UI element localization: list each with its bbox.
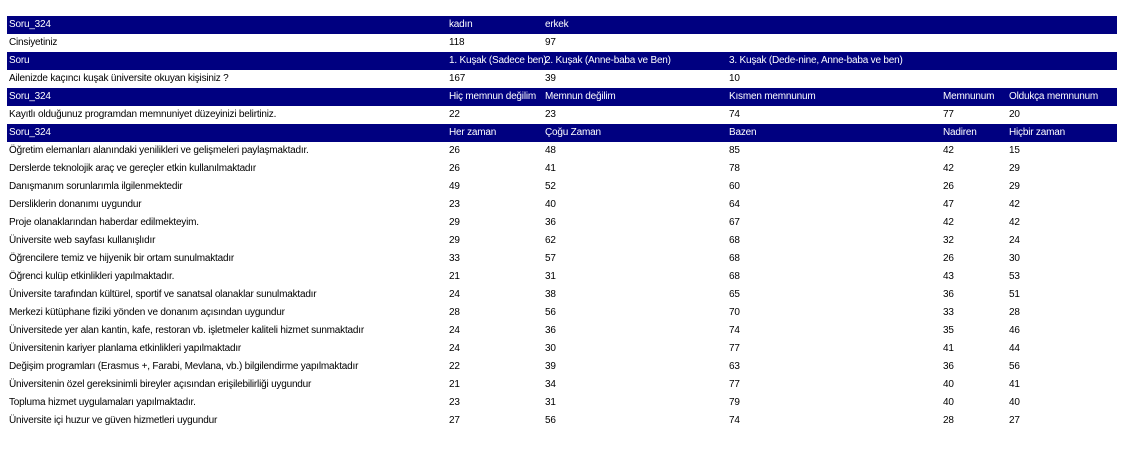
table-row	[7, 286, 1117, 304]
value-cell: 48	[545, 145, 556, 156]
value-cell: 23	[449, 199, 460, 210]
value-cell: 22	[449, 361, 460, 372]
value-cell: 63	[729, 361, 740, 372]
value-cell: 42	[1009, 199, 1020, 210]
header-cell-level3: Kısmen memnunum	[729, 91, 816, 102]
value-cell: 74	[729, 325, 740, 336]
question-cell: Değişim programları (Erasmus +, Farabi, Mevlana, vb.) bilgilendirme yapılmaktadır	[9, 361, 359, 372]
value-cell: 49	[449, 181, 460, 192]
value-cell: 46	[1009, 325, 1020, 336]
value-cell: 41	[545, 163, 556, 174]
value-cell: 97	[545, 37, 556, 48]
survey-sheet	[7, 16, 1117, 430]
value-cell: 64	[729, 199, 740, 210]
question-cell: Derslerde teknolojik araç ve gereçler etkin kullanılmaktadır	[9, 163, 257, 174]
table-row	[7, 214, 1117, 232]
value-cell: 40	[943, 379, 954, 390]
value-cell: 28	[449, 307, 460, 318]
value-cell: 60	[729, 181, 740, 192]
value-cell: 52	[545, 181, 556, 192]
value-cell: 35	[943, 325, 954, 336]
header-cell-level4: Memnunum	[943, 91, 995, 102]
question-cell: Topluma hizmet uygulamaları yapılmaktadır.	[9, 397, 196, 408]
question-cell: Üniversitenin özel gereksinimli bireyler açısından erişilebilirliği uygundur	[9, 379, 312, 390]
table-row	[7, 268, 1117, 286]
question-cell: Proje olanaklarından haberdar edilmekteyim.	[9, 217, 199, 228]
question-cell: Üniversitede yer alan kantin, kafe, restoran vb. işletmeler kaliteli hizmet sunmaktadır	[9, 325, 364, 336]
gender-header-row	[7, 16, 1117, 34]
value-cell: 56	[545, 415, 556, 426]
question-cell: Dersliklerin donanımı uygundur	[9, 199, 142, 210]
value-cell: 51	[1009, 289, 1020, 300]
value-cell: 47	[943, 199, 954, 210]
value-cell: 41	[1009, 379, 1020, 390]
value-cell: 38	[545, 289, 556, 300]
table-row	[7, 196, 1117, 214]
value-cell: 44	[1009, 343, 1020, 354]
question-cell: Kayıtlı olduğunuz programdan memnuniyet düzeyinizi belirtiniz.	[9, 109, 277, 120]
generation-header-row	[7, 52, 1117, 70]
header-cell-level2: Memnun değilim	[545, 91, 616, 102]
value-cell: 30	[1009, 253, 1020, 264]
satisfaction-data-row	[7, 106, 1117, 124]
value-cell: 40	[943, 397, 954, 408]
value-cell: 28	[1009, 307, 1020, 318]
question-cell: Üniversite içi huzur ve güven hizmetleri uygundur	[9, 415, 218, 426]
value-cell: 65	[729, 289, 740, 300]
value-cell: 30	[545, 343, 556, 354]
question-cell: Danışmanım sorunlarımla ilgilenmektedir	[9, 181, 183, 192]
value-cell: 24	[449, 289, 460, 300]
header-cell-rarely: Nadiren	[943, 127, 977, 138]
value-cell: 23	[545, 109, 556, 120]
header-cell-mostly: Çoğu Zaman	[545, 127, 601, 138]
value-cell: 10	[729, 73, 740, 84]
value-cell: 26	[943, 253, 954, 264]
value-cell: 39	[545, 73, 556, 84]
value-cell: 29	[449, 217, 460, 228]
value-cell: 31	[545, 397, 556, 408]
value-cell: 68	[729, 235, 740, 246]
question-cell: Cinsiyetiniz	[9, 37, 58, 48]
table-row	[7, 142, 1117, 160]
table-row	[7, 250, 1117, 268]
table-row	[7, 160, 1117, 178]
value-cell: 79	[729, 397, 740, 408]
value-cell: 26	[943, 181, 954, 192]
value-cell: 27	[449, 415, 460, 426]
header-cell-gen1: 1. Kuşak (Sadece ben)	[449, 55, 547, 66]
value-cell: 24	[449, 325, 460, 336]
question-cell: Öğrenci kulüp etkinlikleri yapılmaktadır.	[9, 271, 175, 282]
value-cell: 36	[545, 325, 556, 336]
value-cell: 27	[1009, 415, 1020, 426]
value-cell: 68	[729, 253, 740, 264]
value-cell: 26	[449, 145, 460, 156]
value-cell: 77	[943, 109, 954, 120]
table-row	[7, 376, 1117, 394]
header-cell-never: Hiçbir zaman	[1009, 127, 1065, 138]
value-cell: 56	[545, 307, 556, 318]
value-cell: 53	[1009, 271, 1020, 282]
value-cell: 32	[943, 235, 954, 246]
header-cell-always: Her zaman	[449, 127, 497, 138]
value-cell: 33	[449, 253, 460, 264]
question-cell: Üniversitenin kariyer planlama etkinlikleri yapılmaktadır	[9, 343, 242, 354]
gender-data-row	[7, 34, 1117, 52]
value-cell: 28	[943, 415, 954, 426]
value-cell: 20	[1009, 109, 1020, 120]
value-cell: 42	[1009, 217, 1020, 228]
value-cell: 40	[545, 199, 556, 210]
value-cell: 29	[1009, 163, 1020, 174]
value-cell: 34	[545, 379, 556, 390]
value-cell: 42	[943, 145, 954, 156]
value-cell: 56	[1009, 361, 1020, 372]
question-cell: Üniversite tarafından kültürel, sportif ve sanatsal olanaklar sunulmaktadır	[9, 289, 317, 300]
value-cell: 36	[943, 289, 954, 300]
value-cell: 78	[729, 163, 740, 174]
table-row	[7, 178, 1117, 196]
value-cell: 42	[943, 163, 954, 174]
table-row	[7, 322, 1117, 340]
value-cell: 33	[943, 307, 954, 318]
header-cell-level5: Oldukça memnunum	[1009, 91, 1099, 102]
value-cell: 118	[449, 37, 465, 48]
question-cell: Üniversite web sayfası kullanışlıdır	[9, 235, 156, 246]
value-cell: 67	[729, 217, 740, 228]
question-cell: Öğrencilere temiz ve hijyenik bir ortam sunulmaktadır	[9, 253, 235, 264]
value-cell: 22	[449, 109, 460, 120]
value-cell: 21	[449, 271, 460, 282]
value-cell: 42	[943, 217, 954, 228]
table-row	[7, 394, 1117, 412]
table-row	[7, 340, 1117, 358]
question-cell: Ailenizde kaçıncı kuşak üniversite okuyan kişisiniz ?	[9, 73, 229, 84]
generation-data-row	[7, 70, 1117, 88]
value-cell: 41	[943, 343, 954, 354]
value-cell: 70	[729, 307, 740, 318]
header-cell-female: kadın	[449, 19, 473, 30]
header-cell-question: Soru_324	[9, 19, 51, 30]
table-row	[7, 412, 1117, 430]
header-cell-question: Soru_324	[9, 127, 51, 138]
value-cell: 40	[1009, 397, 1020, 408]
value-cell: 62	[545, 235, 556, 246]
value-cell: 77	[729, 343, 740, 354]
value-cell: 24	[449, 343, 460, 354]
value-cell: 68	[729, 271, 740, 282]
value-cell: 23	[449, 397, 460, 408]
value-cell: 74	[729, 415, 740, 426]
satisfaction-header-row	[7, 88, 1117, 106]
table-row	[7, 358, 1117, 376]
value-cell: 85	[729, 145, 740, 156]
value-cell: 39	[545, 361, 556, 372]
question-cell: Merkezi kütüphane fiziki yönden ve donanım açısından uygundur	[9, 307, 285, 318]
value-cell: 57	[545, 253, 556, 264]
header-cell-gen2: 2. Kuşak (Anne-baba ve Ben)	[545, 55, 671, 66]
header-cell-gen3: 3. Kuşak (Dede-nine, Anne-baba ve ben)	[729, 55, 903, 66]
value-cell: 24	[1009, 235, 1020, 246]
question-cell: Öğretim elemanları alanındaki yenilikleri ve gelişmeleri paylaşmaktadır.	[9, 145, 309, 156]
value-cell: 167	[449, 73, 466, 84]
value-cell: 74	[729, 109, 740, 120]
value-cell: 29	[449, 235, 460, 246]
value-cell: 31	[545, 271, 556, 282]
header-cell-male: erkek	[545, 19, 569, 30]
header-cell-question: Soru	[9, 55, 30, 66]
value-cell: 26	[449, 163, 460, 174]
value-cell: 21	[449, 379, 460, 390]
header-cell-level1: Hiç memnun değilim	[449, 91, 536, 102]
table-row	[7, 232, 1117, 250]
value-cell: 77	[729, 379, 740, 390]
table-row	[7, 304, 1117, 322]
value-cell: 15	[1009, 145, 1020, 156]
header-cell-question: Soru_324	[9, 91, 51, 102]
header-cell-sometimes: Bazen	[729, 127, 757, 138]
frequency-rows	[7, 142, 1117, 430]
frequency-header-row	[7, 124, 1117, 142]
value-cell: 29	[1009, 181, 1020, 192]
value-cell: 43	[943, 271, 954, 282]
value-cell: 36	[545, 217, 556, 228]
value-cell: 36	[943, 361, 954, 372]
